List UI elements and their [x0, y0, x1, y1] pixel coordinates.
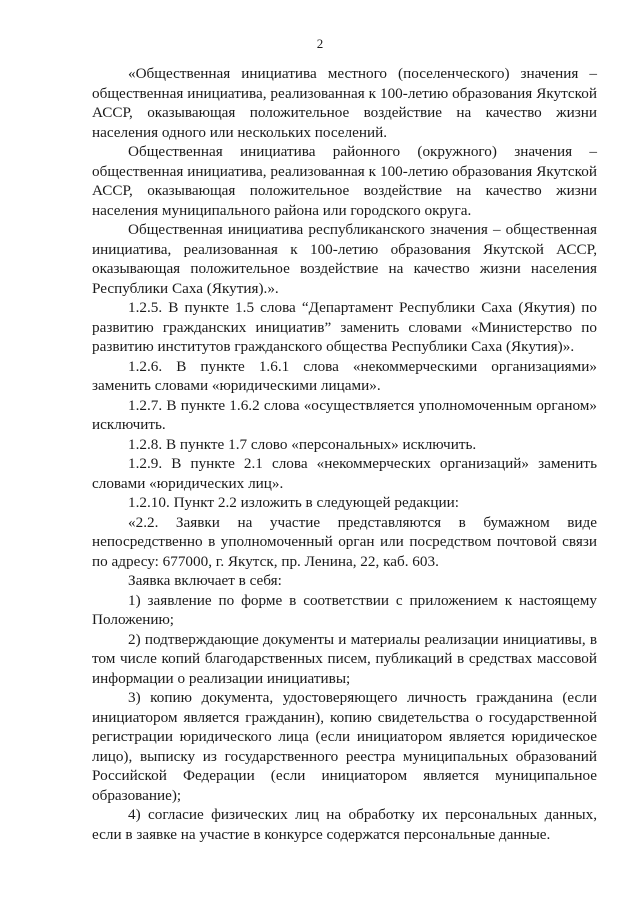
- list-item-2: 2) подтверждающие документы и материалы реализации инициативы, в том числе копий благодарственных писем, публикаций в средствах массовой информации о реализации инициативы;: [92, 630, 597, 687]
- paragraph-1-2-5: 1.2.5. В пункте 1.5 слова “Департамент Республики Саха (Якутия) по развитию гражданских инициатив” заменить словами «Министерство по развитию институтов гражданского общества Республики Саха (Якутия)».: [92, 299, 597, 355]
- paragraph-1-2-7: 1.2.7. В пункте 1.6.2 слова «осуществляется уполномоченным органом» исключить.: [92, 396, 597, 433]
- list-item-3: 3) копию документа, удостоверяющего личность гражданина (если инициатором является гражданин), копию свидетельства о государственной регистрации юридического лица (если инициатором является юридическое лицо), выписку из государственного реестра муниципальных образований Российской Федерации (если инициатором является муниципальное образование);: [92, 689, 597, 804]
- paragraph-1-2-6: 1.2.6. В пункте 1.6.1 слова «некоммерческими организациями» заменить словами «юридическими лицами».: [92, 357, 597, 394]
- paragraph-application-includes: Заявка включает в себя:: [128, 572, 282, 589]
- paragraph-2-2: «2.2. Заявки на участие представляются в бумажном виде непосредственно в уполномоченный орган или посредством почтовой связи по адресу: 677000, г. Якутск, пр. Ленина, 22, каб. 603.: [92, 513, 597, 570]
- paragraph-local-initiative: «Общественная инициатива местного (поселенческого) значения – общественная инициатива, реализованная к 100-летию образования Якутской АССР, оказывающая положительное воздействие на качество жизни населения одного или нескольких поселений.: [92, 65, 597, 141]
- paragraph-1-2-10: 1.2.10. Пункт 2.2 изложить в следующей редакции:: [128, 494, 459, 511]
- paragraph-republic-initiative: Общественная инициатива республиканского значения – общественная инициатива, реализованная к 100-летию образования Якутской АССР, оказывающая положительное воздействие на качество жизни населения Республики Саха (Якутия).».: [92, 221, 597, 297]
- paragraph-1-2-8: 1.2.8. В пункте 1.7 слово «персональных» исключить.: [128, 435, 477, 453]
- document-body: [92, 64, 597, 844]
- page-number: 2: [316, 36, 324, 51]
- paragraph-district-initiative: Общественная инициатива районного (окружного) значения – общественная инициатива, реализованная к 100-летию образования Якутской АССР, оказывающая положительное воздействие на качество жизни населения муниципального района или городского округа.: [92, 143, 597, 219]
- list-item-4: 4) согласие физических лиц на обработку их персональных данных, если в заявке на участие в конкурсе содержатся персональные данные.: [92, 806, 597, 843]
- list-item-1: 1) заявление по форме в соответствии с приложением к настоящему Положению;: [92, 591, 597, 628]
- paragraph-1-2-9: 1.2.9. В пункте 2.1 слова «некоммерческих организаций» заменить словами «юридических лиц».: [92, 455, 597, 492]
